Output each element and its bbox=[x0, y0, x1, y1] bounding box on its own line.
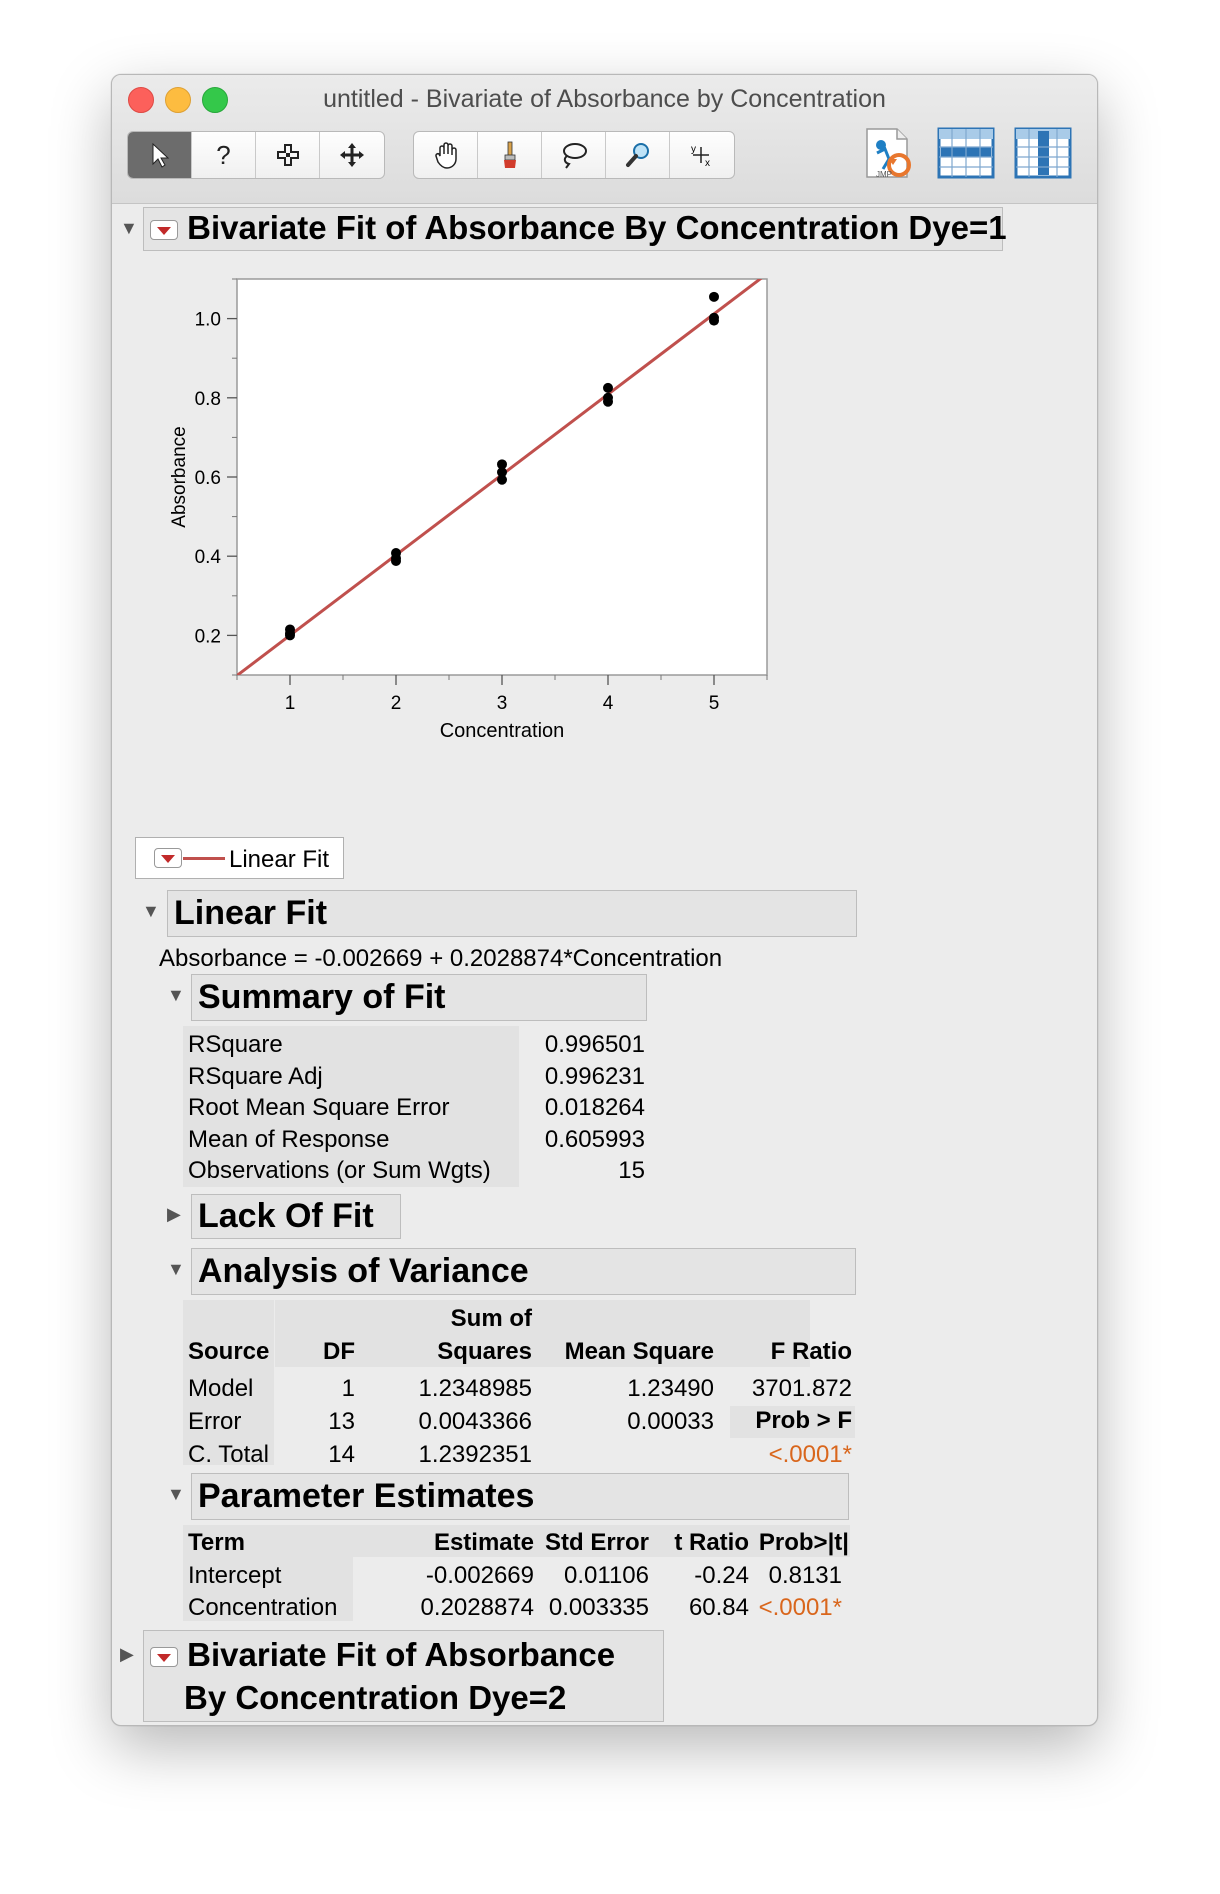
anova-source: Model bbox=[188, 1375, 254, 1402]
data-point[interactable] bbox=[709, 292, 719, 302]
summary-label: Root Mean Square Error bbox=[188, 1094, 450, 1121]
y-tick-label: 0.4 bbox=[194, 547, 221, 569]
summary-of-fit-header[interactable]: Summary of Fit bbox=[191, 974, 647, 1021]
lasso-tool-icon[interactable] bbox=[542, 132, 606, 178]
legend-label: Linear Fit bbox=[229, 846, 330, 873]
y-tick-label: 0.8 bbox=[194, 388, 221, 410]
anova-ss: 1.2392351 bbox=[418, 1441, 532, 1468]
jmp-report-window bbox=[111, 74, 1098, 1726]
data-point[interactable] bbox=[603, 383, 613, 393]
report-content bbox=[112, 204, 1097, 1725]
section-header-dye2[interactable] bbox=[143, 1630, 664, 1722]
summary-label: Observations (or Sum Wgts) bbox=[188, 1157, 491, 1184]
y-tick-label: 1.0 bbox=[194, 309, 221, 331]
param-estimate: -0.002669 bbox=[425, 1562, 534, 1589]
column-view-icon[interactable] bbox=[1014, 125, 1072, 183]
summary-value: 15 bbox=[618, 1157, 645, 1184]
summary-value: 0.018264 bbox=[544, 1094, 645, 1121]
data-table-icon[interactable] bbox=[937, 125, 995, 183]
linear-fit-disclosure-icon[interactable]: ▼ bbox=[142, 901, 160, 921]
fit-legend[interactable] bbox=[135, 837, 344, 879]
anova-prob-label: Prob > F bbox=[755, 1407, 852, 1434]
anova-prob-value: <.0001* bbox=[768, 1441, 852, 1468]
anova-header-source: Source bbox=[188, 1338, 270, 1365]
tool-group-2 bbox=[413, 131, 735, 179]
linear-fit-header[interactable]: Linear Fit bbox=[167, 890, 857, 937]
y-tick-label: 0.2 bbox=[194, 626, 221, 648]
param-header-stderr: Std Error bbox=[544, 1529, 649, 1556]
param-header-term: Term bbox=[188, 1529, 245, 1556]
lack-of-fit-header[interactable]: Lack Of Fit bbox=[191, 1194, 401, 1239]
x-axis-label: Concentration bbox=[439, 720, 565, 742]
data-point[interactable] bbox=[285, 630, 295, 640]
anova-header-ss-line2: Squares bbox=[437, 1338, 532, 1365]
title-bar bbox=[112, 75, 1097, 204]
anova-ms: 1.23490 bbox=[627, 1375, 714, 1402]
tool-group-1 bbox=[127, 131, 385, 179]
svg-text:JMP: JMP bbox=[876, 170, 892, 179]
brush-tool-icon[interactable] bbox=[478, 132, 542, 178]
move-tool-icon[interactable] bbox=[320, 132, 384, 178]
anova-source: Error bbox=[188, 1408, 242, 1435]
y-tick-label: 0.6 bbox=[194, 468, 221, 489]
anova-disclosure-icon[interactable]: ▼ bbox=[167, 1259, 185, 1279]
anova-source: C. Total bbox=[188, 1441, 269, 1468]
data-point[interactable] bbox=[497, 475, 507, 485]
crosshair-tool-icon[interactable] bbox=[256, 132, 320, 178]
anova-header[interactable]: Analysis of Variance bbox=[191, 1248, 856, 1295]
anova-header-df: DF bbox=[323, 1338, 355, 1365]
annotate-tool-icon[interactable] bbox=[670, 132, 734, 178]
x-tick-label: 4 bbox=[602, 693, 614, 714]
anova-header-ms: Mean Square bbox=[564, 1338, 714, 1365]
section2-red-triangle-icon[interactable] bbox=[150, 1647, 178, 1667]
anova-df: 13 bbox=[328, 1408, 355, 1435]
data-point[interactable] bbox=[603, 397, 613, 407]
section2-title-line2: By Concentration Dye=2 bbox=[184, 1679, 567, 1716]
disclosure-triangle-open-icon[interactable]: ▼ bbox=[120, 218, 138, 238]
svg-text:y: y bbox=[691, 144, 696, 155]
magnifier-tool-icon[interactable] bbox=[606, 132, 670, 178]
anova-ss: 0.0043366 bbox=[418, 1408, 532, 1435]
anova-header-ss-line1: Sum of bbox=[450, 1305, 532, 1332]
param-disclosure-icon[interactable]: ▼ bbox=[167, 1484, 185, 1504]
fit-equation: Absorbance = -0.002669 + 0.2028874*Concentration bbox=[159, 945, 723, 972]
red-triangle-menu-icon[interactable] bbox=[150, 220, 178, 240]
arrow-tool-icon[interactable] bbox=[128, 132, 192, 178]
param-stderr: 0.01106 bbox=[564, 1562, 649, 1589]
anova-header-f: F Ratio bbox=[770, 1338, 852, 1365]
section-header-dye1[interactable] bbox=[143, 207, 1007, 251]
x-tick-label: 3 bbox=[496, 693, 508, 714]
grabber-hand-icon[interactable] bbox=[414, 132, 478, 178]
summary-label: RSquare bbox=[188, 1031, 283, 1058]
param-stderr: 0.003335 bbox=[548, 1594, 649, 1621]
param-term: Concentration bbox=[188, 1594, 338, 1621]
anova-f-ratio: 3701.872 bbox=[751, 1375, 852, 1402]
section2-collapsed-icon[interactable]: ▶ bbox=[120, 1644, 134, 1664]
param-prob: 0.8131 bbox=[768, 1562, 842, 1589]
x-tick-label: 5 bbox=[708, 693, 720, 714]
data-point[interactable] bbox=[391, 556, 401, 566]
legend-red-triangle-icon[interactable] bbox=[154, 848, 182, 868]
param-estimate: 0.2028874 bbox=[420, 1594, 534, 1621]
param-header-prob: Prob>|t| bbox=[758, 1529, 849, 1556]
summary-value: 0.605993 bbox=[544, 1125, 645, 1153]
anova-df: 1 bbox=[341, 1375, 355, 1402]
summary-label: Mean of Response bbox=[188, 1125, 390, 1153]
anova-ms: 0.00033 bbox=[627, 1408, 714, 1435]
jmp-journal-icon[interactable] bbox=[859, 125, 917, 183]
summary-label: RSquare Adj bbox=[188, 1062, 323, 1090]
x-tick-label: 2 bbox=[390, 693, 402, 714]
help-tool-icon[interactable]: ? bbox=[192, 132, 256, 178]
anova-ss: 1.2348985 bbox=[418, 1375, 532, 1402]
x-tick-label: 1 bbox=[284, 693, 296, 714]
parameter-estimates-header[interactable]: Parameter Estimates bbox=[191, 1473, 849, 1520]
y-axis-label: Absorbance bbox=[169, 426, 190, 528]
param-tratio: 60.84 bbox=[688, 1594, 749, 1621]
svg-text:x: x bbox=[705, 158, 710, 169]
window-title: untitled - Bivariate of Absorbance by Concentration bbox=[323, 85, 886, 113]
anova-df: 14 bbox=[328, 1441, 355, 1468]
legend-line-swatch bbox=[183, 857, 225, 860]
summary-disclosure-icon[interactable]: ▼ bbox=[167, 985, 185, 1005]
data-point[interactable] bbox=[709, 316, 719, 326]
param-tratio: -0.24 bbox=[694, 1562, 749, 1589]
param-prob: <.0001* bbox=[758, 1594, 842, 1621]
summary-value: 0.996231 bbox=[544, 1062, 645, 1090]
param-header-tratio: t Ratio bbox=[674, 1529, 749, 1556]
summary-value: 0.996501 bbox=[544, 1031, 645, 1058]
lack-of-fit-collapsed-icon[interactable]: ▶ bbox=[167, 1204, 181, 1224]
param-term: Intercept bbox=[188, 1562, 282, 1589]
param-header-estimate: Estimate bbox=[433, 1529, 534, 1556]
scatter-plot[interactable] bbox=[112, 259, 1097, 834]
section2-title-line1: Bivariate Fit of Absorbance bbox=[187, 1636, 616, 1673]
section-title: Bivariate Fit of Absorbance By Concentration Dye=1 bbox=[187, 209, 1007, 246]
